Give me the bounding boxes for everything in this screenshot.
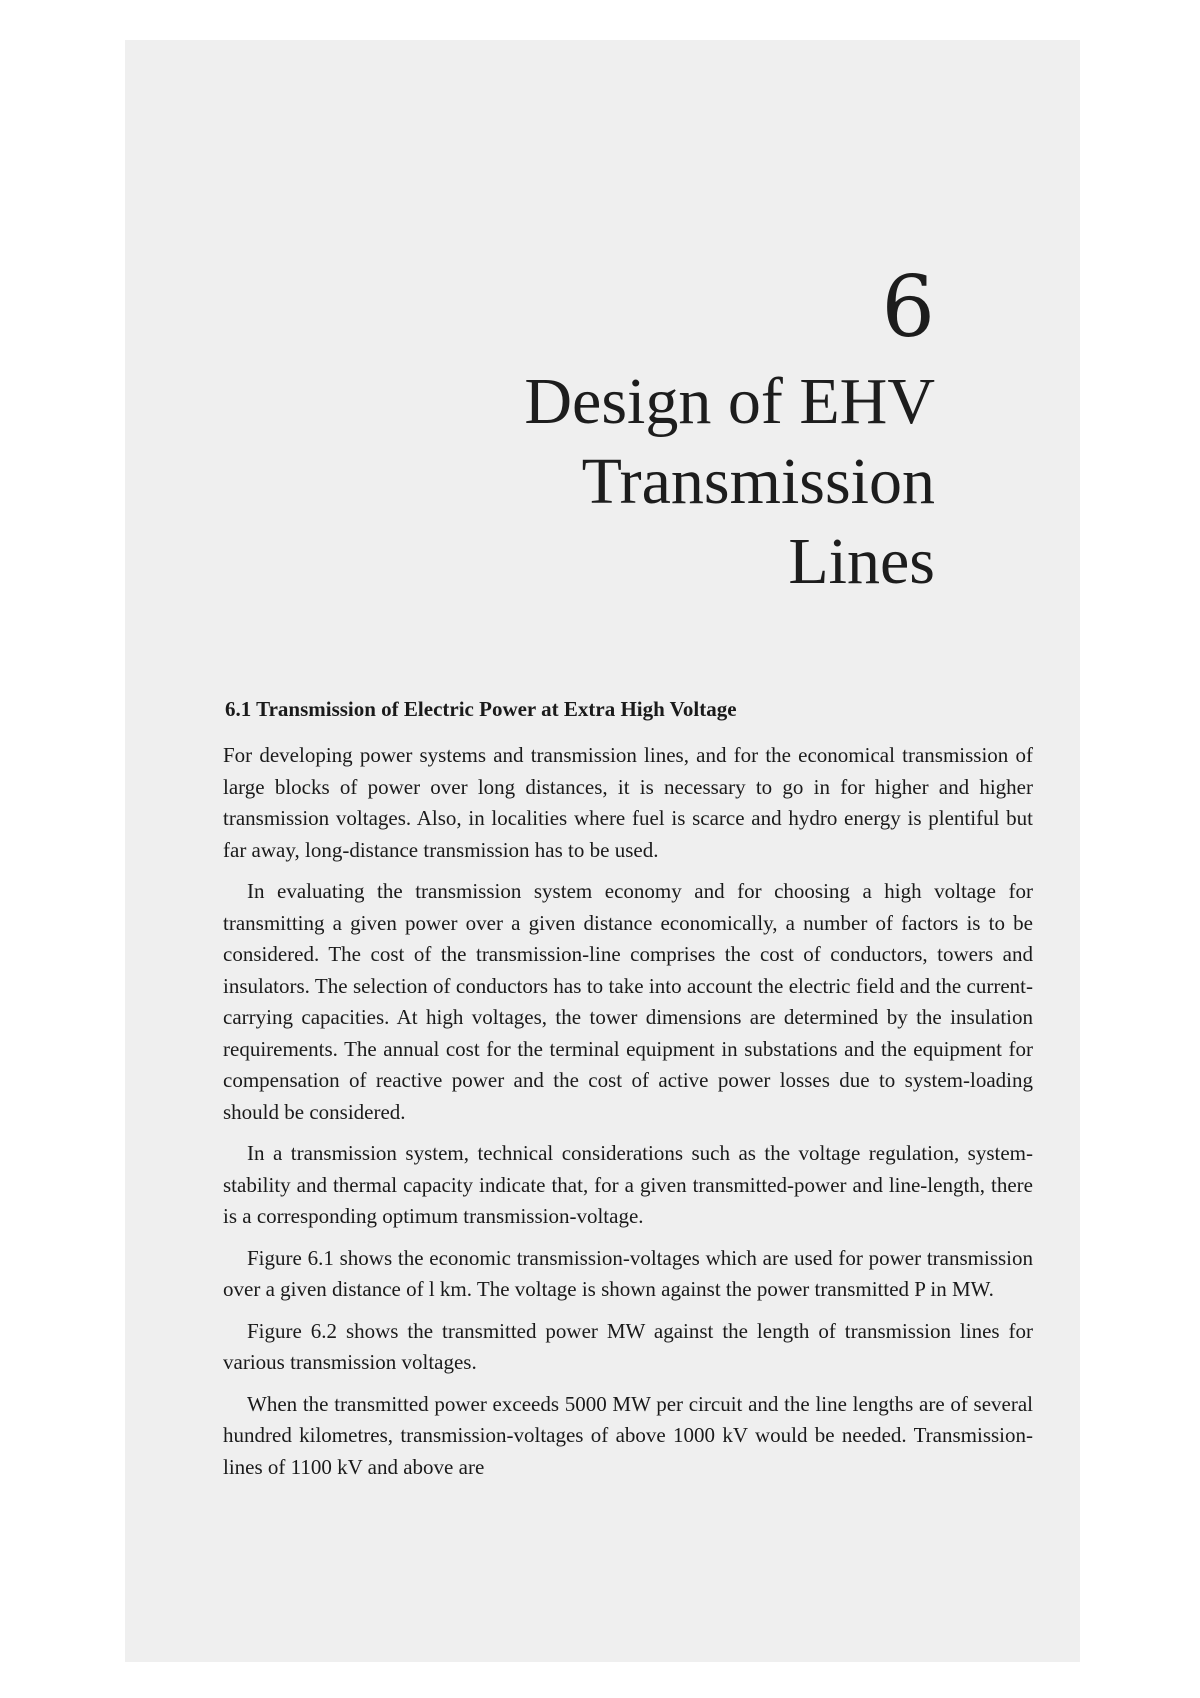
paragraph: Figure 6.2 shows the transmitted power MW against the length of transmission lines for various transmission voltages. (223, 1318, 1033, 1374)
paragraph: Figure 6.1 shows the economic transmission-voltages which are used for power transmission over a given distance of l km. The voltage is shown against the power transmitted P in MW. (223, 1245, 1033, 1301)
book-page (125, 40, 1080, 1662)
chapter-number: 6 (881, 258, 935, 356)
chapter-title-line: Transmission (581, 445, 935, 518)
paragraph: In a transmission system, technical considerations such as the voltage regulation, system-stability and thermal capacity indicate that, for a given transmitted-power and line-length, there is a corresponding optimum transmission-voltage. (223, 1141, 1033, 1228)
section-heading: 6.1 Transmission of Electric Power at Extra High Voltage (225, 697, 737, 721)
chapter-title-line: Lines (788, 525, 935, 598)
paragraph: When the transmitted power exceeds 5000 MW per circuit and the line lengths are of several hundred kilometres, transmission-voltages of above 1000 kV would be needed. Transmission-lines of 1100 kV and above are (223, 1391, 1033, 1479)
chapter-title (415, 362, 935, 602)
paragraph: In evaluating the transmission system economy and for choosing a high voltage for transmitting a given power over a given distance economically, a number of factors is to be considered. The cost of the transmission-line comprises the cost of conductors, towers and insulators. The selection of conductors has to take into account the electric field and the current-carrying capacities. At high voltages, the tower dimensions are determined by the insulation requirements. The annual cost for the terminal equipment in substations and the equipment for compensation of reactive power and the cost of active power losses due to system-loading should be considered. (223, 879, 1033, 1124)
chapter-title-line: Design of EHV (524, 365, 935, 438)
paragraph: For developing power systems and transmission lines, and for the economical transmission of large blocks of power over long distances, it is necessary to go in for higher and higher transmission voltages. Also, in localities where fuel is scarce and hydro energy is plentiful but far away, long-distance transmission has to be used. (223, 743, 1033, 862)
section-6-1 (223, 695, 1033, 1483)
